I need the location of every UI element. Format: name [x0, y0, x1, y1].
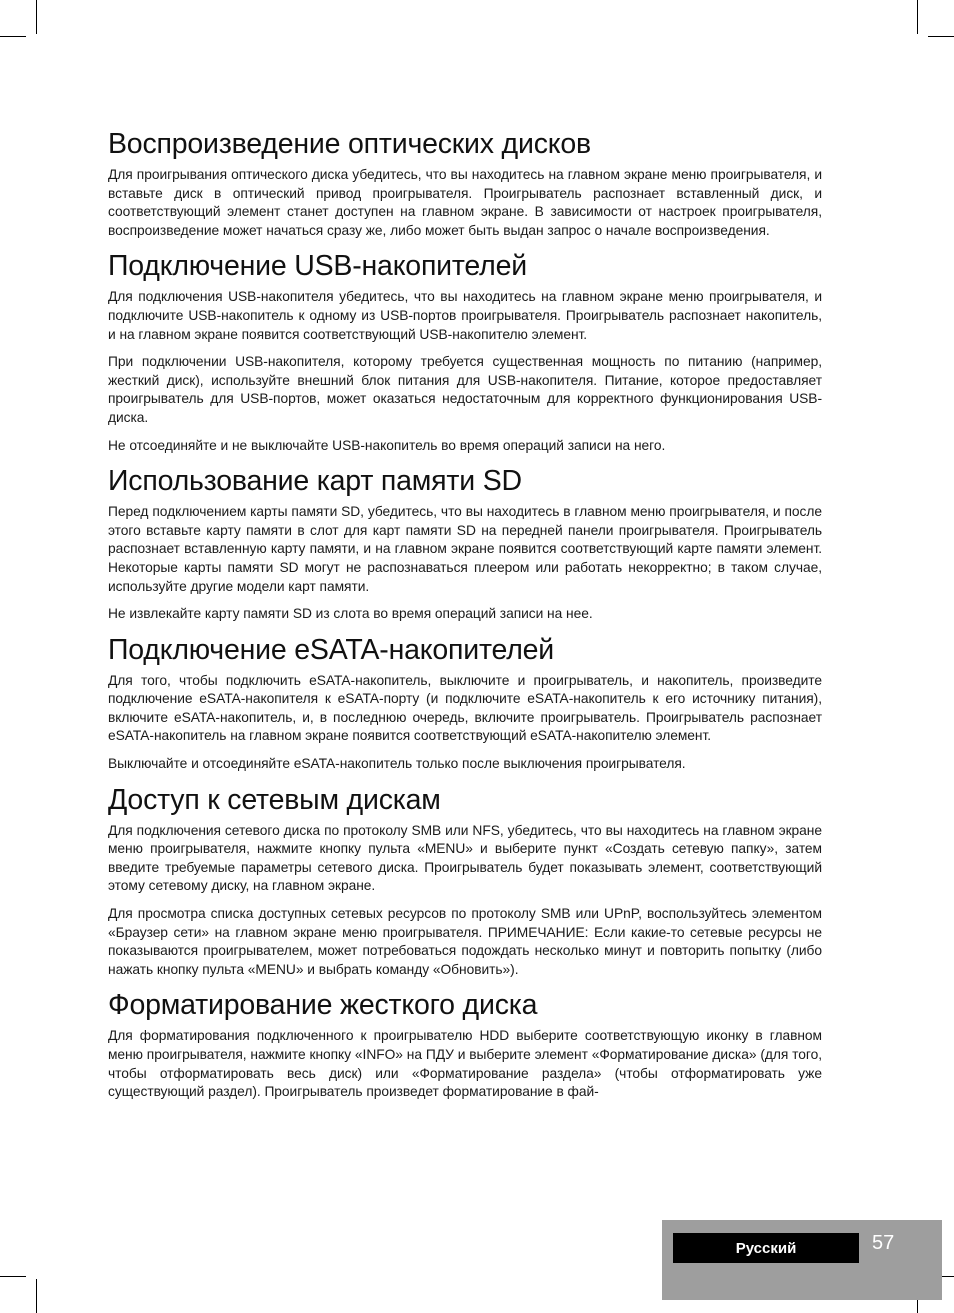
paragraph: При подключении USB-накопителя, которому требуется существенная мощность по питанию (например, жесткий диск), используйте внешний блок питания для USB-накопителя. Питание, которое предоставляет проигрыватель для USB-портов, может оказаться недостаточным для корректного функционирования USB-диска.	[108, 354, 822, 425]
paragraph: Для просмотра списка доступных сетевых ресурсов по протоколу SMB или UPnP, воспользуйтесь элементом «Браузер сети» на главном экране меню проигрывателя. ПРИМЕЧАНИЕ: Если какие-то сетевые ресурсы не показываются проигрывателем, может потребоваться подождать несколько минут и повторить попытку (либо нажать кнопку пульта «MENU» и выбрать команду «Обновить»).	[108, 906, 822, 977]
section-title: Воспроизведение оптических дисков	[108, 128, 591, 160]
paragraph: Выключайте и отсоединяйте eSATA-накопитель только после выключения проигрывателя.	[108, 756, 686, 772]
section	[108, 989, 822, 1101]
crop-mark	[36, 1279, 37, 1313]
section	[108, 465, 822, 624]
section-title: Подключение USB-накопителей	[108, 250, 527, 283]
section-title: Форматирование жесткого диска	[108, 989, 538, 1022]
crop-mark	[917, 0, 918, 34]
crop-mark	[928, 36, 954, 37]
paragraph: Для подключения сетевого диска по протоколу SMB или NFS, убедитесь, что вы находитесь на главном экране меню проигрывателя, нажмите кнопку пульта «MENU» и выберите пункт «Создать сетевую папку», затем введите требуемые параметры сетевого диска. Проигрыватель будет показывать элемент, соответствующий этому сетевому диску, на главном экране.	[108, 822, 822, 894]
paragraph: Для форматирования подключенного к проигрывателю HDD выберите соответствующую иконку в главном меню проигрывателя, нажмите кнопку «INFO» на ПДУ и выберите элемент «Форматирование диска» (для того, чтобы отформатировать весь диск) или «Форматирование раздела» (чтобы отформатировать уже существующий раздел). Проигрыватель произведет форматирование в фай-	[108, 1028, 822, 1100]
paragraph: Для подключения USB-накопителя убедитесь, что вы находитесь на главном экране меню проигрывателя, и подключите USB-накопитель к одному из USB-портов проигрывателя. Проигрыватель распознает накопитель, и на главном экране появится соответствующий USB-накопителю элемент.	[108, 289, 822, 342]
crop-mark	[0, 1276, 26, 1277]
section	[108, 250, 822, 455]
paragraph: Перед подключением карты памяти SD, убедитесь, что вы находитесь в главном меню проигрывателя, и после этого вставьте карту памяти в слот для карт памяти SD на передней панели проигрывателя. Проигрыватель распознает вставленную карту памяти, и на главном экране появится соответствующий карте памяти элемент. Некоторые карты памяти SD могут не распознаваться плеером или работать некорректно; в таком случае, используйте другие модели карт памяти.	[108, 504, 822, 594]
section	[108, 128, 822, 240]
section	[108, 784, 822, 980]
paragraph: Для того, чтобы подключить eSATA-накопитель, выключите и проигрыватель, и накопитель, произведите подключение eSATA-накопителя к eSATA-порту (и подключите eSATA-накопитель к его источнику питания), включите eSATA-накопитель, и, в последнюю очередь, включите проигрыватель. Проигрыватель распознает eSATA-накопитель на главном экране появится соответствующий eSATA-накопителю элемент.	[108, 672, 822, 744]
page-content	[108, 128, 822, 1112]
paragraph: Не извлекайте карту памяти SD из слота во время операций записи на нее.	[108, 606, 593, 622]
language-label: Русский	[673, 1233, 859, 1263]
section	[108, 634, 822, 774]
paragraph: Для проигрывания оптического диска убедитесь, что вы находитесь на главном экране меню проигрывателя, и вставьте диск в оптический привод проигрывателя. Проигрыватель распознает вставленный диск, и соответствующий элемент станет доступен на главном экране. В зависимости от настроек проигрывателя, воспроизведение может начаться сразу же, либо может быть выдан запрос о начале воспроизведения.	[108, 167, 822, 238]
section-title: Использование карт памяти SD	[108, 465, 522, 498]
paragraph: Не отсоединяйте и не выключайте USB-накопитель во время операций записи на него.	[108, 437, 666, 453]
crop-mark	[36, 0, 37, 34]
crop-mark	[0, 36, 26, 37]
section-title: Доступ к сетевым дискам	[108, 783, 441, 816]
section-title: Подключение eSATA-накопителей	[108, 633, 554, 666]
page-number: 57	[872, 1232, 895, 1254]
